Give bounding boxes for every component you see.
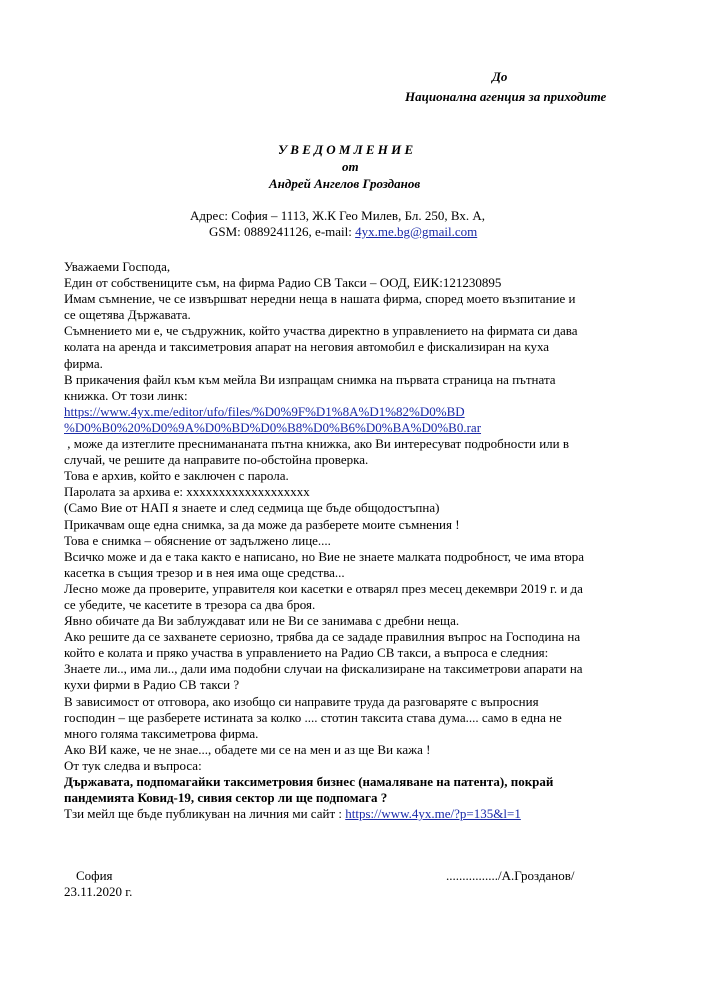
body-line: , може да изтеглите преснимананата пътна книжка, ако Ви интересуват подробности или в xyxy=(64,436,570,452)
publish-text: Тзи мейл ще бъде публикуван на личния ми сайт : xyxy=(64,806,346,822)
body-line: господин – ще разберете истината за колко .... стотин таксита става дума.... само в една не xyxy=(64,709,562,725)
body-line: кухи фирми в Радио СВ такси ? xyxy=(64,677,240,693)
archive-link-cont[interactable]: %D0%B0%20%D0%9A%D0%BD%D0%B8%D0%B6%D0%BA%D0%B0.rar xyxy=(64,419,482,435)
body-line: Знаете ли.., има ли.., дали има подобни случаи на фискализиране на таксиметрови апарати на xyxy=(64,661,583,677)
body-line: Това е снимка – обяснение от задължено лице.... xyxy=(64,532,331,548)
body-line: Лесно може да проверите, управителя кои касетки е отварял през месец декември 2019 г. и да xyxy=(64,580,583,596)
body-line: Явно обичате да Ви заблуждават или не Ви се занимава с дребни неща. xyxy=(64,613,460,629)
contact-address: Адрес: София – 1113, Ж.К Гео Милев, Бл. 250, Вх. А, xyxy=(190,208,485,223)
body-line: От тук следва и въпроса: xyxy=(64,757,202,773)
body-line: Един от собствениците съм, на фирма Радио СВ Такси – ООД, ЕИК:121230895 xyxy=(64,275,502,291)
body-line: касетка в същия трезор и в нея има още средства... xyxy=(64,564,345,580)
body-line: фирма. xyxy=(64,355,103,371)
archive-link-line xyxy=(64,420,644,436)
body-line: Това е архив, който е заключен с парола. xyxy=(64,468,289,484)
body-line: случай, че решите да направите по-обстойна проверка. xyxy=(64,452,369,468)
letter-body xyxy=(64,259,644,822)
body-line: В прикачения файл към към мейла Ви изпращам снимка на първата страница на пътната xyxy=(64,371,556,387)
body-line: (Само Вие от НАП я знаете и след седмица ще бъде общодостъпна) xyxy=(64,500,440,516)
body-line: Всичко може и да е така както е написано, но Вие не знаете малката подробност, че има втора xyxy=(64,548,585,564)
email-link[interactable]: 4yx.me.bg@gmail.com xyxy=(355,224,478,239)
contact-line xyxy=(209,224,477,239)
notice-sender: Андрей Ангелов Грозданов xyxy=(269,176,421,191)
body-line: колата на аренда и таксиметровия апарат на неговия автомобил е фискализиран на куха xyxy=(64,339,550,355)
body-line: Съмнението ми е, че съдружник, който участва директно в управлението на фирмата си дава xyxy=(64,323,578,339)
body-line: В зависимост от отговора, ако изобщо си направите труда да разговаряте с въпросния xyxy=(64,693,539,709)
body-line: който е колата и пряко участва в управлението на Радио СВ такси, а въпроса е следния: xyxy=(64,645,549,661)
footer-date: 23.11.2020 г. xyxy=(64,884,133,899)
publish-line xyxy=(64,806,644,822)
body-line: Ако ВИ каже, че не знае..., обадете ми се на мен и аз ще Ви кажа ! xyxy=(64,741,431,757)
body-line: се ощетява Държавата. xyxy=(64,307,191,323)
recipient-agency: Национална агенция за приходите xyxy=(405,89,607,104)
body-line: Имам съмнение, че се извършват нередни неща в нашата фирма, според моето възпитание и xyxy=(64,291,576,307)
site-link[interactable]: https://www.4yx.me/?p=135&l=1 xyxy=(345,806,521,822)
notice-title: У В Е Д О М Л Е Н И Е xyxy=(278,142,414,157)
notice-from: от xyxy=(342,159,359,174)
recipient-to: До xyxy=(492,69,508,84)
body-line: Уважаеми Господа, xyxy=(64,259,171,274)
footer-city: София xyxy=(76,868,113,883)
body-line: много голяма таксиметрова фирма. xyxy=(64,725,259,741)
key-question-cont: пандемията Ковид-19, сивия сектор ли ще подпомага ? xyxy=(64,790,388,806)
contact-gsm: GSM: 0889241126, e-mail: xyxy=(209,224,356,239)
key-question: Държавата, подпомагайки таксиметровия бизнес (намаляване на патента), покрай xyxy=(64,774,554,789)
body-line: Прикачвам още една снимка, за да може да разберете моите съмнения ! xyxy=(64,516,460,532)
archive-link-line xyxy=(64,404,644,420)
body-line: се убедите, че касетите в трезора са два броя. xyxy=(64,596,316,612)
footer-signature: ................/А.Грозданов/ xyxy=(446,868,575,883)
body-line: книжка. От този линк: xyxy=(64,387,188,403)
archive-link[interactable]: https://www.4yx.me/editor/ufo/files/%D0%9F%D1%8A%D1%82%D0%BD xyxy=(64,403,465,419)
body-line: Паролата за архива е: ххххххххххххххххххх xyxy=(64,484,310,500)
body-line: Ако решите да се захванете сериозно, трябва да се зададе правилния въпрос на Господина на xyxy=(64,629,581,645)
